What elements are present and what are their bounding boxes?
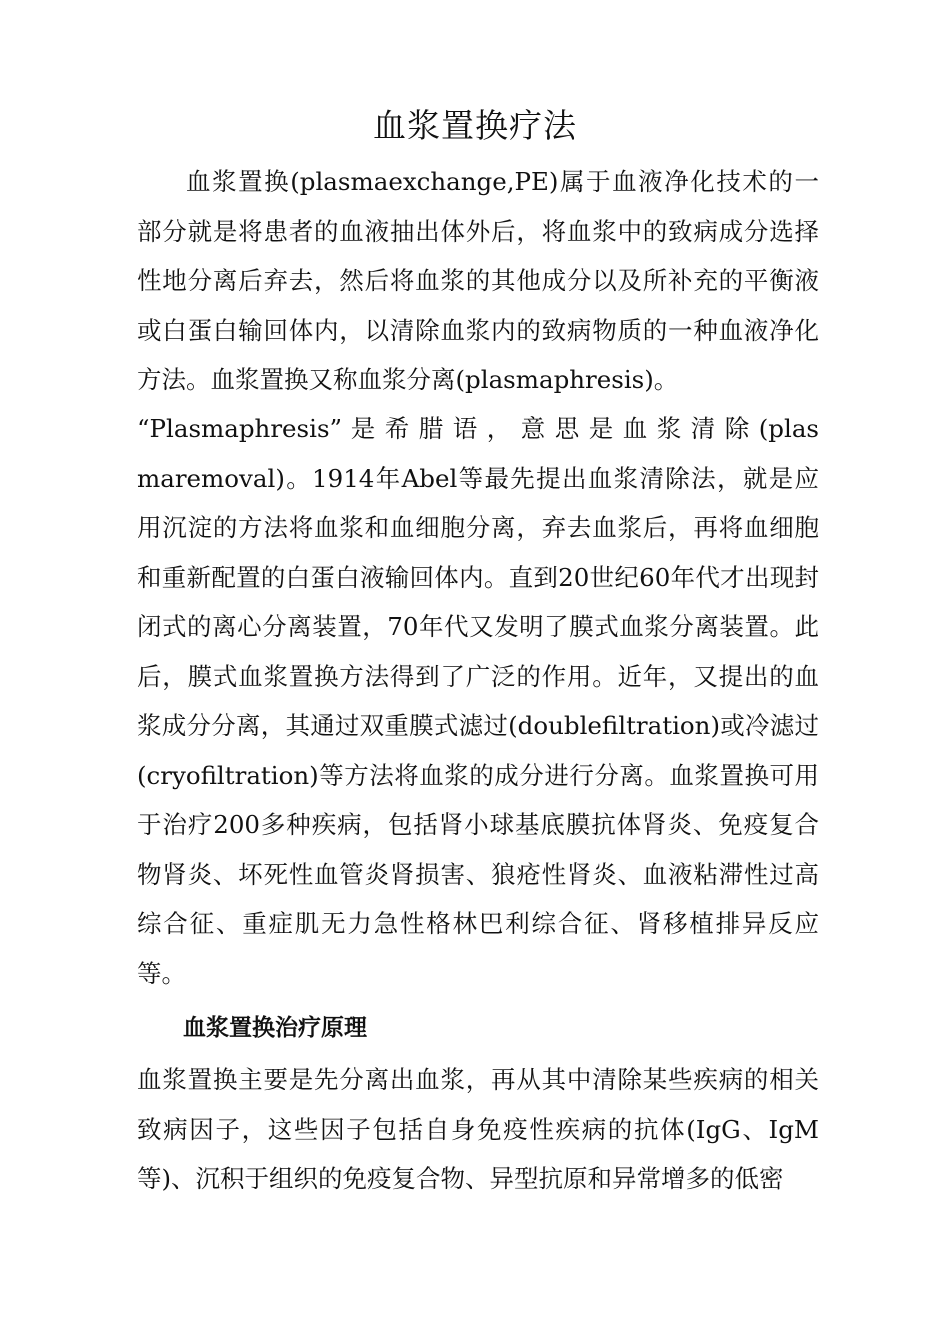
paragraph-history: “Plasmaphresis” 是 希 腊 语 ， 意 思 是 血 浆 清 除 (plasmaremoval)。1914年Abel等最先提出血浆清除法，就是应用沉淀的方法将血浆和血细胞分离，弃去血浆后，再将血细胞和重新配置的白蛋白液输回体内。直到20世纪60年代才出现封闭式的离心分离装置，70年代又发明了膜式血浆分离装置。此后，膜式血浆置换方法得到了广泛的作用。近年，又提出的血浆成分分离，其通过双重膜式滤过(doublefiltration)或冷滤过(cryofiltration)等方法将血浆的成分进行分离。血浆置换可用于治疗200多种疾病，包括肾小球基底膜抗体肾炎、免疫复合物肾炎、坏死性血管炎肾损害、狼疮性肾炎、血液粘滞性过高综合征、重症肌无力急性格林巴利综合征、肾移植排异反应等。 xyxy=(137,414,819,988)
paragraph-principle: 血浆置换主要是先分离出血浆，再从其中清除某些疾病的相关致病因子，这些因子包括自身免疫性疾病的抗体(IgG、IgM等)、沉积于组织的免疫复合物、异型抗原和异常增多的低密 xyxy=(137,1065,819,1193)
paragraph-intro: 血浆置换(plasmaexchange,PE)属于血液净化技术的一部分就是将患者的血液抽出体外后，将血浆中的致病成分选择性地分离后弃去，然后将血浆的其他成分以及所补充的平衡液或白蛋白输回体内，以清除血浆内的致病物质的一种血液净化方法。血浆置换又称血浆分离(plasmaphresis)。 xyxy=(137,167,819,394)
section-heading: 血浆置换治疗原理 xyxy=(183,1015,367,1041)
document-title: 血浆置换疗法 xyxy=(373,106,577,145)
